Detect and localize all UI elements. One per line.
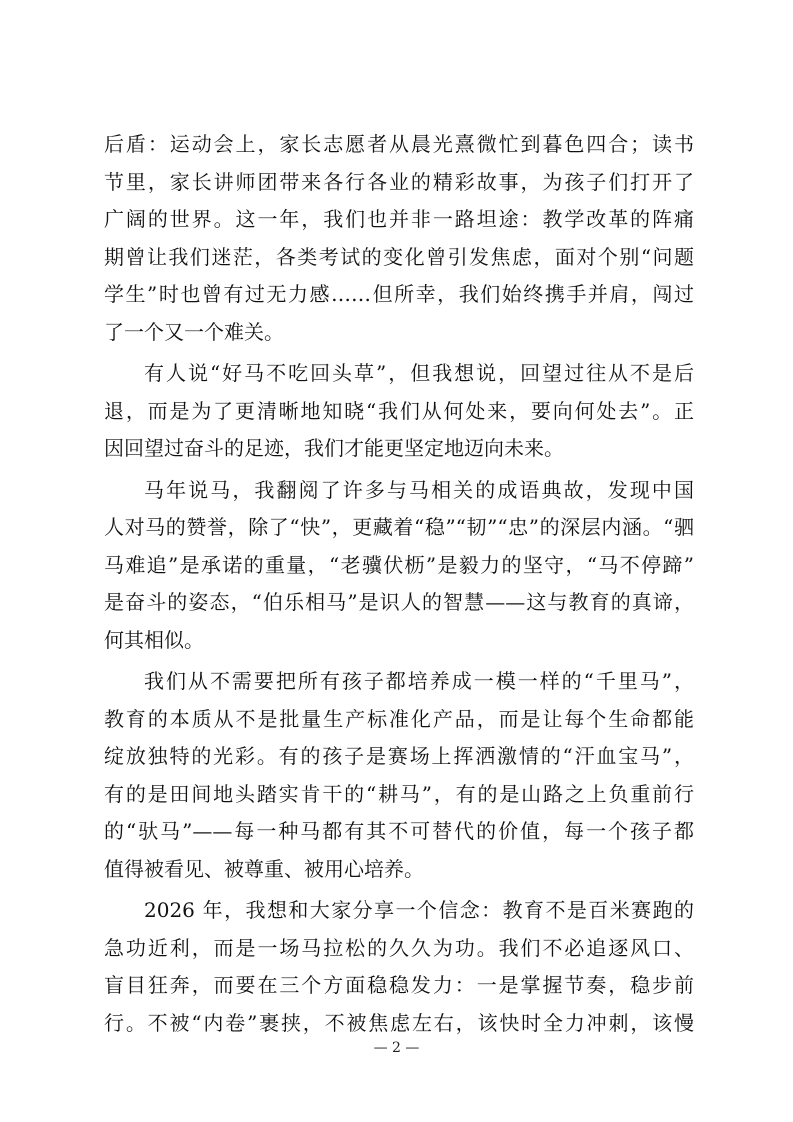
paragraph-5: [104, 892, 694, 1042]
text-line: 的“驮马”——每一种马都有其不可替代的价值，每一个孩子都: [104, 819, 694, 843]
text-line: 行。不被“内卷”裹挟，不被焦虑左右，该快时全力冲刺，该慢: [104, 1010, 694, 1035]
text-line: 何其相似。: [104, 627, 204, 652]
text-line: 人对马的赞誉，除了“快”，更藏着“稳”“韧”“忠”的深层内涵。“驷: [104, 515, 694, 539]
paragraph-1: [104, 126, 694, 351]
page-number: — 2 —: [373, 1040, 420, 1056]
text-line: 绽放独特的光彩。有的孩子是赛场上挥洒激情的“汗血宝马”，: [104, 744, 694, 768]
text-line: 了一个又一个难关。: [104, 319, 284, 344]
text-line: 我们从不需要把所有孩子都培养成一模一样的“千里马”，: [144, 669, 694, 693]
paragraph-2: [104, 355, 694, 468]
text-line: 盲目狂奔，而要在三个方面稳稳发力：一是掌握节奏，稳步前: [104, 973, 694, 997]
text-line: 急功近利，而是一场马拉松的久久为功。我们不必追逐风口、: [104, 935, 694, 960]
text-line: 有人说“好马不吃回头草”，但我想说，回望过往从不是后: [144, 361, 694, 385]
text-line: 广阔的世界。这一年，我们也并非一路坦途：教学改革的阵痛: [104, 207, 694, 231]
paragraph-4: [104, 663, 694, 888]
paragraph-3: [104, 472, 694, 660]
text-line: 2026 年，我想和大家分享一个信念：教育不是百米赛跑的: [144, 898, 694, 922]
text-line: 后盾：运动会上，家长志愿者从晨光熹微忙到暮色四合；读书: [104, 132, 694, 156]
text-line: 期曾让我们迷茫，各类考试的变化曾引发焦虑，面对个别“问题: [104, 244, 694, 269]
text-line: 有的是田间地头踏实肯干的“耕马”，有的是山路之上负重前行: [104, 781, 694, 806]
text-line: 马年说马，我翻阅了许多与马相关的成语典故，发现中国: [144, 477, 694, 502]
text-line: 教育的本质从不是批量生产标准化产品，而是让每个生命都能: [104, 706, 694, 731]
text-line: 因回望过奋斗的足迹，我们才能更坚定地迈向未来。: [104, 436, 564, 460]
text-line: 马难追”是承诺的重量，“老骥伏枥”是毅力的坚守，“马不停蹄”: [104, 552, 694, 577]
text-line: 学生”时也曾有过无力感……但所幸，我们始终携手并肩，闯过: [104, 282, 694, 306]
body-text: [104, 126, 694, 1042]
text-line: 值得被看见、被尊重、被用心培养。: [104, 856, 424, 881]
text-line: 是奋斗的姿态，“伯乐相马”是识人的智慧——这与教育的真谛，: [104, 590, 694, 614]
text-line: 节里，家长讲师团带来各行各业的精彩故事，为孩子们打开了: [104, 169, 694, 194]
text-line: 退，而是为了更清晰地知晓“我们从何处来，要向何处去”。正: [104, 398, 694, 423]
